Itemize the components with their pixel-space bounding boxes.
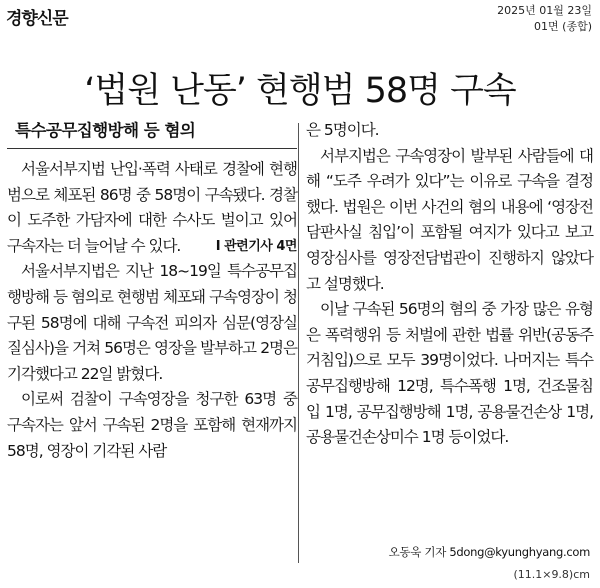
article-size-note: (11.1×9.8)cm — [513, 568, 590, 581]
body-paragraph-2-continued: 은 5명이다. — [306, 121, 379, 139]
related-article-ref: I 관련기사 4면 — [215, 239, 297, 255]
article-column-right — [306, 118, 593, 451]
body-paragraph-2: 이로써 검찰이 구속영장을 청구한 63명 중 구속자는 앞서 구속된 2명을 포함해 현재까지 58명, 영장이 기각된 사람 — [7, 390, 297, 460]
column-divider — [298, 123, 299, 563]
newspaper-logo: 경향신문 — [6, 9, 68, 29]
body-paragraph-4: 이날 구속된 56명의 혐의 중 가장 많은 유형은 폭력행위 등 처벌에 관한 법률 위반(공동주거침입)으로 모두 39명이었다. 나머지는 특수공무집행방해 12명, 특수폭행 1명, 건조물침입 1명, 공무집행방해 1명, 공용물건손상 1명, 공용물건손상미수 1명 등이었다. — [306, 300, 593, 447]
headline: ‘법원 난동’ 현행범 58명 구속 — [84, 71, 516, 112]
article-column-left — [7, 118, 297, 464]
body-paragraph-3: 서부지법은 구속영장이 발부된 사람들에 대해 “도주 우려가 있다”는 이유로 구속을 결정했다. 법원은 이번 사건의 혐의 내용에 ‘영장전담판사실 침입’이 포함될 여지가 있다고 보고 영장심사를 영장전담법관이 진행하지 않았다고 설명했다. — [306, 146, 593, 293]
publication-meta — [497, 3, 592, 35]
page-section: 01면 (종합) — [534, 20, 592, 33]
publication-date: 2025년 01월 23일 — [497, 4, 592, 17]
byline: 오동욱 기자 5dong@kyunghyang.com — [388, 545, 590, 559]
subheadline: 특수공무집행방해 등 혐의 — [15, 121, 196, 140]
subheadline-rule — [7, 148, 297, 149]
body-paragraph-1: 서울서부지법은 지난 18~19일 특수공무집행방해 등 혐의로 현행범 체포돼 구속영장이 청구된 58명에 대해 구속전 피의자 심문(영장실질심사)을 거쳐 56명은 영장을 발부하고 2명은 기각했다고 22일 밝혔다. — [7, 262, 297, 383]
lead-paragraph: 서울서부지법 난입·폭력 사태로 경찰에 현행범으로 체포된 86명 중 58명이 구속됐다. 경찰이 도주한 가담자에 대한 수사도 벌이고 있어 구속자는 더 늘어날 수 있다. — [7, 160, 297, 255]
